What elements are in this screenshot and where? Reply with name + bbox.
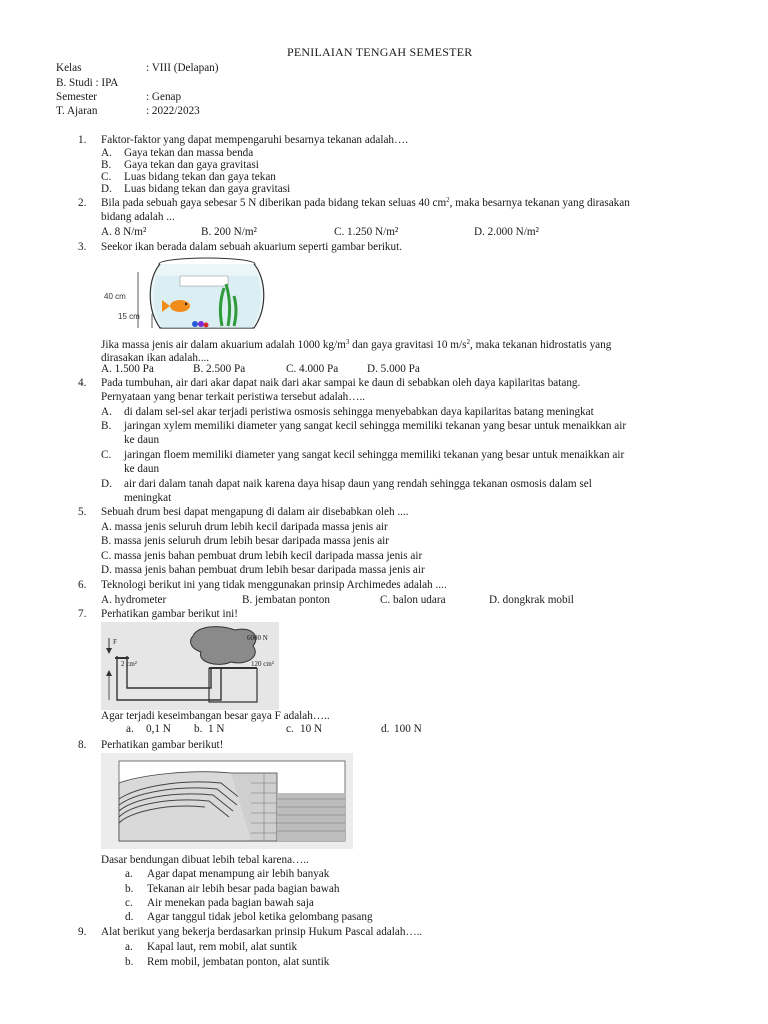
option-letter: C. — [101, 171, 112, 183]
water-reservoir — [277, 793, 345, 841]
option-text: Air menekan pada bagian bawah saja — [147, 897, 314, 909]
option: A. 1.500 Pa — [101, 363, 154, 375]
fig-label-small-area: 2 cm² — [121, 660, 137, 668]
question-text: Pada tumbuhan, air dari akar dapat naik dari akar sampai ke daun di sebabkan oleh daya kapilaritas batang. — [101, 377, 581, 389]
question-number: 3. — [78, 241, 87, 253]
option-letter: B. — [101, 159, 112, 171]
question-text: Perhatikan gambar berikut! — [101, 739, 224, 751]
question-number: 2. — [78, 197, 87, 209]
option-text: jaringan xylem memiliki diameter yang sangat kecil sehingga memiliki tekanan yang besar untuk menaikkan air — [124, 420, 627, 432]
option-text: Rem mobil, jembatan ponton, alat suntik — [147, 956, 330, 968]
option: B. jembatan ponton — [242, 594, 330, 606]
option-value: 100 N — [394, 723, 422, 735]
question-text: Sebuah drum besi dapat mengapung di dalam air disebabkan oleh .... — [101, 506, 409, 518]
info-label-kelas: Kelas — [56, 62, 82, 74]
option-text: Luas bidang tekan dan gaya gravitasi — [124, 183, 291, 195]
question-text: Seekor ikan berada dalam sebuah akuarium seperti gambar berikut. — [101, 241, 403, 253]
hydraulic-press-figure — [101, 622, 279, 710]
fig-label-load: 6000 N — [247, 634, 268, 642]
question-number: 5. — [78, 506, 87, 518]
option: C. 4.000 Pa — [286, 363, 339, 375]
option-text: meningkat — [124, 492, 172, 504]
option: A. hydrometer — [101, 594, 167, 606]
option: C. massa jenis bahan pembuat drum lebih kecil daripada massa jenis air — [101, 550, 423, 562]
option-letter: c. — [286, 723, 294, 735]
option-letter: d. — [381, 723, 390, 735]
option-value: 1 N — [208, 723, 225, 735]
option-letter: A. — [101, 406, 112, 418]
dam-figure — [101, 753, 353, 849]
option-letter: d. — [125, 911, 134, 923]
info-value-tahun: : 2022/2023 — [146, 105, 200, 117]
question-text: Agar terjadi keseimbangan besar gaya F adalah….. — [101, 710, 330, 722]
option-letter: D. — [101, 478, 112, 490]
option-letter: A. — [101, 147, 112, 159]
option-letter: C. — [101, 449, 112, 461]
question-number: 7. — [78, 608, 87, 620]
option: B. 2.500 Pa — [193, 363, 246, 375]
option-value: 10 N — [300, 723, 323, 735]
page-title: PENILAIAN TENGAH SEMESTER — [287, 45, 473, 59]
question-number: 8. — [78, 739, 87, 751]
option-letter: c. — [125, 897, 133, 909]
question-number: 6. — [78, 579, 87, 591]
option: D. 2.000 N/m² — [474, 226, 539, 238]
option: A. massa jenis seluruh drum lebih kecil daripada massa jenis air — [101, 521, 388, 533]
option: A. 8 N/m² — [101, 226, 147, 238]
question-text: Jika massa jenis air dalam akuarium adalah 1000 $kg/m^3$ dan gaya gravitasi 10 $m/s^2$, maka tekanan hidrostatis yang — [101, 338, 612, 351]
option-text: Tekanan air lebih besar pada bagian bawah — [147, 883, 340, 895]
option: C. 1.250 N/m² — [334, 226, 399, 238]
option-letter: b. — [125, 883, 134, 895]
option: D. dongkrak mobil — [489, 594, 574, 606]
info-value-semester: : Genap — [146, 91, 182, 103]
info-label-tahun: T. Ajaran — [56, 105, 98, 117]
question-text: Faktor-faktor yang dapat mempengaruhi besarnya tekanan adalah…. — [101, 134, 409, 146]
question-text: Teknologi berikut ini yang tidak menggunakan prinsip Archimedes adalah .... — [101, 579, 447, 591]
option-text: Gaya tekan dan massa benda — [124, 147, 254, 159]
option-text: air dari dalam tanah dapat naik karena daya hisap daun yang rendah sehingga tekanan osmosis dalam sel — [124, 478, 592, 490]
option-letter: a. — [125, 868, 133, 880]
question-text: Dasar bendungan dibuat lebih tebal karena….. — [101, 854, 309, 866]
option-text: Gaya tekan dan gaya gravitasi — [124, 159, 259, 171]
aquarium-figure — [100, 256, 270, 336]
option-letter: D. — [101, 183, 112, 195]
question-text: dirasakan ikan adalah.... — [101, 352, 210, 364]
option-text: ke daun — [124, 434, 160, 446]
question-text: bidang adalah ... — [101, 211, 175, 223]
question-text: Bila pada sebuah gaya sebesar 5 N diberikan pada bidang tekan seluas 40 $cm^2$, maka besarnya tekanan yang dirasakan — [101, 196, 630, 209]
option: B. 200 N/m² — [201, 226, 257, 238]
option-letter: a. — [126, 723, 134, 735]
option-letter: a. — [125, 941, 133, 953]
option-value: 0,1 N — [146, 723, 171, 735]
question-number: 9. — [78, 926, 87, 938]
option-letter: b. — [125, 956, 134, 968]
question-text: Perhatikan gambar berikut ini! — [101, 608, 239, 620]
option-text: di dalam sel-sel akar terjadi peristiwa osmosis sehingga menyebabkan daya kapilaritas batang meningkat — [124, 406, 594, 418]
option: B. massa jenis seluruh drum lebih besar daripada massa jenis air — [101, 535, 390, 547]
fig-label-force: F — [113, 638, 117, 646]
fig-label-depth: 40 cm — [104, 292, 126, 301]
option-letter: b. — [194, 723, 203, 735]
aquarium-label-sticker — [180, 276, 228, 286]
info-label-semester: Semester — [56, 91, 98, 103]
question-text: Alat berikut yang bekerja berdasarkan prinsip Hukum Pascal adalah….. — [101, 926, 423, 938]
option: D. 5.000 Pa — [367, 363, 420, 375]
option-text: Agar dapat menampung air lebih banyak — [147, 868, 330, 880]
option-text: Luas bidang tekan dan gaya tekan — [124, 171, 276, 183]
option: C. balon udara — [380, 594, 446, 606]
info-label-studi: B. Studi : IPA — [56, 77, 119, 89]
question-text: Pernyataan yang benar terkait peristiwa tersebut adalah….. — [101, 391, 366, 403]
option-text: Kapal laut, rem mobil, alat suntik — [147, 941, 298, 953]
fish-icon — [170, 300, 190, 312]
option: D. massa jenis bahan pembuat drum lebih besar daripada massa jenis air — [101, 564, 425, 576]
question-number: 4. — [78, 377, 87, 389]
fig-label-large-area: 120 cm² — [251, 660, 274, 668]
fig-label-height: 15 cm — [118, 312, 140, 321]
info-value-kelas: : VIII (Delapan) — [146, 62, 219, 74]
option-letter: B. — [101, 420, 112, 432]
option-text: jaringan floem memiliki diameter yang sangat kecil sehingga memiliki tekanan yang besar untuk menaikkan air — [124, 449, 625, 461]
question-number: 1. — [78, 134, 87, 146]
option-text: ke daun — [124, 463, 160, 475]
option-text: Agar tanggul tidak jebol ketika gelombang pasang — [147, 911, 373, 923]
